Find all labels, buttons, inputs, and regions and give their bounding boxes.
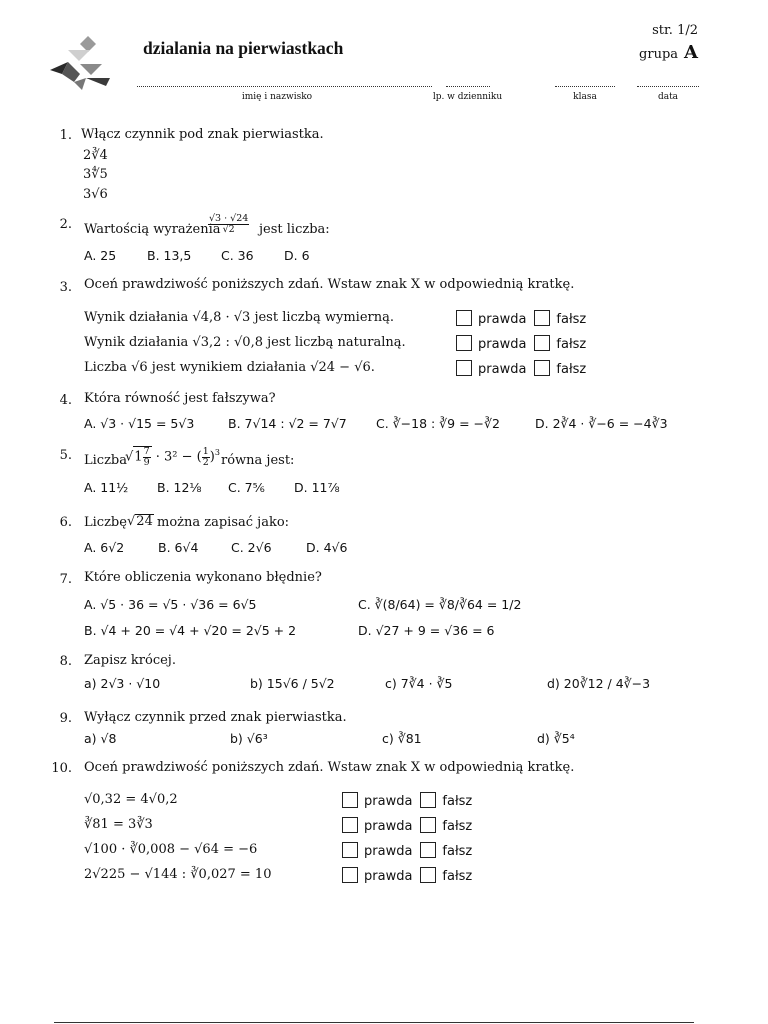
q1-item: 2∛4 bbox=[83, 148, 108, 163]
exercise-item: c) ∛81 bbox=[382, 731, 422, 746]
question-number: 1. bbox=[59, 128, 72, 143]
answer-option[interactable]: D. 6 bbox=[284, 248, 310, 263]
q6-expression: √24 bbox=[127, 514, 153, 529]
question-text: Które obliczenia wykonano błędnie? bbox=[84, 570, 322, 585]
true-checkbox[interactable] bbox=[342, 842, 358, 858]
true-false-row: prawda fałsz bbox=[456, 310, 586, 327]
answer-option[interactable]: A. 11½ bbox=[84, 480, 129, 495]
exercise-item: a) √8 bbox=[84, 731, 117, 746]
logo-icon bbox=[46, 34, 116, 92]
question-number: 2. bbox=[59, 217, 72, 232]
q2-expression: $\frac{√3 \cdot √24}{√2}$ bbox=[209, 213, 249, 235]
true-checkbox[interactable] bbox=[456, 335, 472, 351]
false-checkbox[interactable] bbox=[420, 867, 436, 883]
false-checkbox[interactable] bbox=[420, 842, 436, 858]
false-checkbox[interactable] bbox=[534, 310, 550, 326]
answer-option[interactable]: A. √3 · √15 = 5√3 bbox=[84, 416, 195, 431]
question-number: 6. bbox=[59, 515, 72, 530]
answer-option[interactable]: D. 4√6 bbox=[306, 540, 348, 555]
true-checkbox[interactable] bbox=[342, 867, 358, 883]
question-number: 7. bbox=[59, 572, 72, 587]
question-number: 4. bbox=[59, 393, 72, 408]
true-checkbox[interactable] bbox=[342, 792, 358, 808]
true-false-row: prawda fałsz bbox=[342, 792, 472, 809]
answer-option[interactable]: B. 6√4 bbox=[158, 540, 199, 555]
exercise-item: d) 20∛12 / 4∛−3 bbox=[547, 676, 651, 691]
question-text-end: można zapisać jako: bbox=[157, 515, 290, 530]
answer-option[interactable]: C. 36 bbox=[221, 248, 254, 263]
q1-item: 3∜5 bbox=[83, 167, 108, 182]
true-false-row: prawda fałsz bbox=[342, 867, 472, 884]
true-false-row: prawda fałsz bbox=[342, 817, 472, 834]
question-text-start: Liczba bbox=[84, 453, 127, 468]
statement: 2√225 − √144 : ∛0,027 = 10 bbox=[84, 867, 272, 882]
class-field[interactable] bbox=[555, 78, 615, 87]
statement: Liczba √6 jest wynikiem działania √24 − √6. bbox=[84, 360, 375, 375]
question-text-start: Wartością wyrażenia bbox=[84, 222, 221, 237]
true-checkbox[interactable] bbox=[456, 310, 472, 326]
answer-option[interactable]: D. √27 + 9 = √36 = 6 bbox=[358, 623, 495, 638]
answer-option[interactable]: B. 7√14 : √2 = 7√7 bbox=[228, 416, 347, 431]
exercise-item: c) 7∛4 · ∛5 bbox=[385, 676, 453, 691]
exercise-item: b) √6³ bbox=[230, 731, 268, 746]
statement: ∛81 = 3∛3 bbox=[84, 817, 153, 832]
false-checkbox[interactable] bbox=[420, 817, 436, 833]
question-text: Oceń prawdziwość poniższych zdań. Wstaw znak X w odpowiednią kratkę. bbox=[84, 760, 575, 775]
answer-option[interactable]: D. 2∛4 · ∛−6 = −4∛3 bbox=[535, 416, 668, 431]
name-field-label: imię i nazwisko bbox=[241, 92, 313, 102]
true-false-row: prawda fałsz bbox=[456, 335, 586, 352]
question-text-end: jest liczba: bbox=[259, 222, 330, 237]
false-checkbox[interactable] bbox=[534, 360, 550, 376]
false-checkbox[interactable] bbox=[534, 335, 550, 351]
answer-option[interactable]: C. ∛(8/64) = ∛8/∛64 = 1/2 bbox=[358, 597, 522, 612]
statement: Wynik działania √4,8 · √3 jest liczbą wymierną. bbox=[84, 310, 394, 325]
question-number: 3. bbox=[59, 280, 72, 295]
group-value: A bbox=[684, 42, 698, 63]
group-label: grupa bbox=[639, 47, 679, 62]
answer-option[interactable]: A. √5 · 36 = √5 · √36 = 6√5 bbox=[84, 597, 257, 612]
statement: Wynik działania √3,2 : √0,8 jest liczbą naturalną. bbox=[84, 335, 406, 350]
statement: √100 · ∛0,008 − √64 = −6 bbox=[84, 842, 258, 857]
page-number: str. 1/2 bbox=[652, 23, 698, 38]
false-checkbox[interactable] bbox=[420, 792, 436, 808]
answer-option[interactable]: B. 12⅛ bbox=[157, 480, 202, 495]
true-false-row: prawda fałsz bbox=[342, 842, 472, 859]
question-text: Oceń prawdziwość poniższych zdań. Wstaw znak X w odpowiednią kratkę. bbox=[84, 277, 575, 292]
answer-option[interactable]: C. 2√6 bbox=[231, 540, 272, 555]
question-text: Włącz czynnik pod znak pierwiastka. bbox=[81, 127, 324, 142]
question-number: 5. bbox=[59, 448, 72, 463]
question-text-end: równa jest: bbox=[221, 453, 295, 468]
statement: √0,32 = 4√0,2 bbox=[84, 792, 178, 807]
name-field[interactable] bbox=[137, 78, 432, 87]
question-text-start: Liczbę bbox=[84, 515, 127, 530]
register-number-label: lp. w dzienniku bbox=[432, 92, 503, 102]
page-title: dzialania na pierwiastkach bbox=[143, 38, 344, 58]
exercise-item: b) 15√6 / 5√2 bbox=[250, 676, 335, 691]
question-text: Wyłącz czynnik przed znak pierwiastka. bbox=[84, 710, 347, 725]
footer-divider bbox=[54, 1022, 694, 1023]
group-indicator bbox=[598, 42, 698, 63]
question-number: 9. bbox=[59, 711, 72, 726]
answer-option[interactable]: C. ∛−18 : ∛9 = −∛2 bbox=[376, 416, 500, 431]
exercise-item: d) ∛5⁴ bbox=[537, 731, 575, 746]
question-number: 10. bbox=[51, 761, 72, 776]
q5-expression: √1 $\frac{7}{9}$ · 3² − ( $\frac{1}{2}$ )$^3$ bbox=[125, 446, 220, 468]
answer-option[interactable]: B. 13,5 bbox=[147, 248, 192, 263]
true-checkbox[interactable] bbox=[456, 360, 472, 376]
answer-option[interactable]: B. √4 + 20 = √4 + √20 = 2√5 + 2 bbox=[84, 623, 297, 638]
question-text: Która równość jest fałszywa? bbox=[84, 391, 276, 406]
true-checkbox[interactable] bbox=[342, 817, 358, 833]
date-label: data bbox=[657, 92, 679, 102]
answer-option[interactable]: A. 6√2 bbox=[84, 540, 125, 555]
class-label: klasa bbox=[573, 92, 597, 102]
date-field[interactable] bbox=[637, 78, 699, 87]
true-false-row: prawda fałsz bbox=[456, 360, 586, 377]
answer-option[interactable]: C. 7⅚ bbox=[228, 480, 265, 495]
question-number: 8. bbox=[59, 654, 72, 669]
answer-option[interactable]: A. 25 bbox=[84, 248, 117, 263]
exercise-item: a) 2√3 · √10 bbox=[84, 676, 161, 691]
register-number-field[interactable] bbox=[446, 78, 490, 87]
q1-item: 3√6 bbox=[83, 187, 108, 202]
question-text: Zapisz krócej. bbox=[84, 653, 176, 668]
answer-option[interactable]: D. 11⅞ bbox=[294, 480, 340, 495]
